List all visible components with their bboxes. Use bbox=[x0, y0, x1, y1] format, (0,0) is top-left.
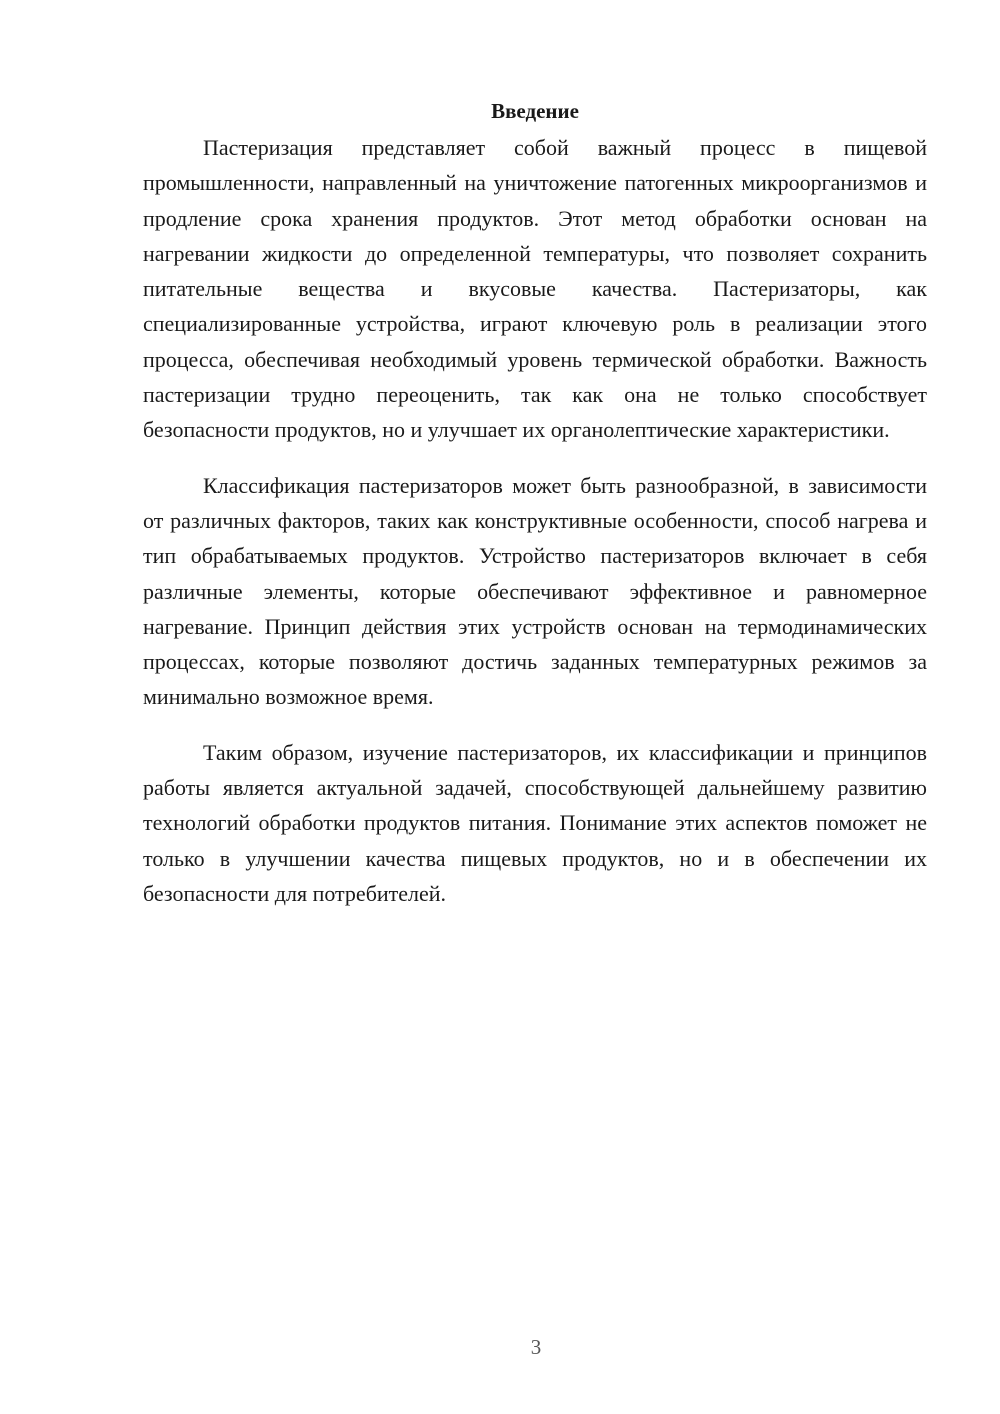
paragraph-1: Пастеризация представляет собой важный процесс в пищевой промышленности, направленный на уничтожение патогенных микроорганизмов и продление срока хранения продуктов. Этот метод обработки основан на нагревании жидкости до определенной температуры, что позволяет сохранить питательные вещества и вкусовые качества. Пастеризаторы, как специализированные устройства, играют ключевую роль в реализации этого процесса, обеспечивая необходимый уровень термической обработки. Важность пастеризации трудно переоценить, так как она не только способствует безопасности продуктов, но и улучшает их органолептические характеристики. bbox=[143, 135, 927, 443]
paragraph-2: Классификация пастеризаторов может быть разнообразной, в зависимости от различных факторов, таких как конструктивные особенности, способ нагрева и тип обрабатываемых продуктов. Устройство пастеризаторов включает в себя различные элементы, которые обеспечивают эффективное и равномерное нагревание. Принцип действия этих устройств основан на термодинамических процессах, которые позволяют достичь заданных температурных режимов за минимально возможное время. bbox=[143, 472, 927, 710]
section-heading: Введение bbox=[491, 99, 579, 123]
page-content bbox=[143, 96, 927, 931]
page-number: 3 bbox=[530, 1335, 542, 1359]
paragraph-3: Таким образом, изучение пастеризаторов, их классификации и принципов работы является актуальной задачей, способствующей дальнейшему развитию технологий обработки продуктов питания. Понимание этих аспектов поможет не только в улучшении качества пищевых продуктов, но и в обеспечении их безопасности для потребителей. bbox=[143, 739, 927, 906]
